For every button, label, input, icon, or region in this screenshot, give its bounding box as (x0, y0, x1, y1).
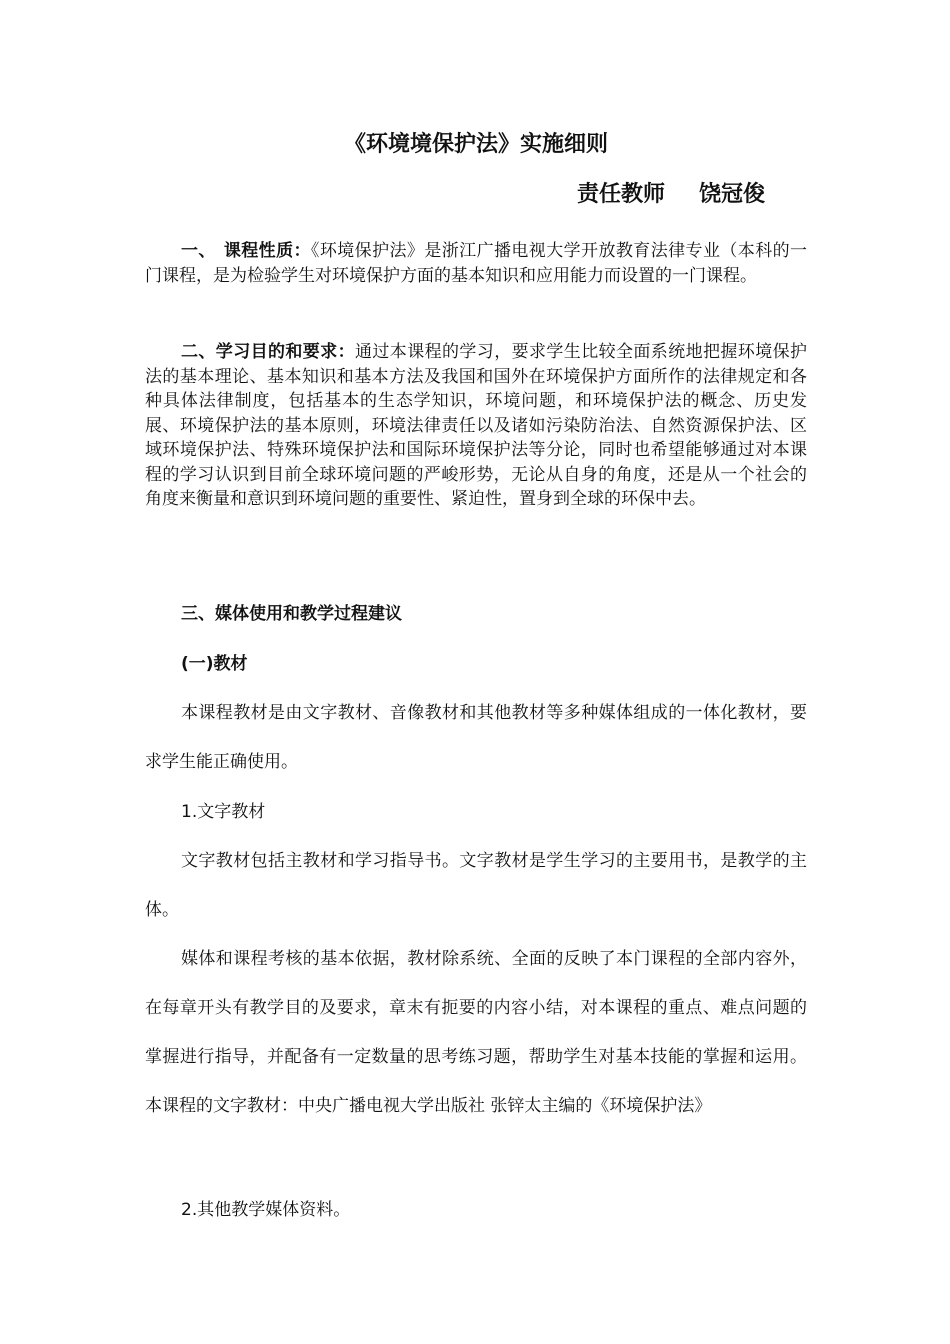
author-label: 责任教师 (577, 182, 666, 207)
section3-para3: 媒体和课程考核的基本依据，教材除系统、全面的反映了本门课程的全部内容外，在每章开头有教学目的及要求，章末有扼要的内容小结，对本课程的重点、难点问题的掌握进行指导，并配备有一定数量的思考练习题，帮助学生对基本技能的掌握和运用。本课程的文字教材：中央广播电视大学出版社 张锌太主编的《环境保护法》 (145, 949, 807, 1116)
section3-heading: 三、媒体使用和教学过程建议 (181, 604, 402, 624)
section-objectives (145, 340, 807, 512)
author-name: 饶冠俊 (699, 182, 766, 207)
section3-item1: 1.文字教材 (181, 802, 266, 822)
section3-sub1-heading: (一)教材 (181, 654, 248, 674)
section1-text: 《环境保护法》是浙江广播电视大学开放教育法律专业（本科的一门课程，是为检验学生对环境保护方面的基本知识和应用能力而设置的一门课程。 (145, 241, 808, 286)
section3-para1: 本课程教材是由文字教材、音像教材和其他教材等多种媒体组成的一体化教材，要求学生能正确使用。 (145, 703, 807, 772)
section3-para2: 文字教材包括主教材和学习指导书。文字教材是学生学习的主要用书，是教学的主体。 (145, 851, 807, 920)
section1-number: 一、 (181, 241, 216, 261)
section-course-nature (145, 239, 807, 288)
section1-heading: 课程性质： (223, 241, 311, 261)
section2-heading: 二、学习目的和要求： (181, 342, 355, 362)
document-title: 《环境境保护法》实施细则 (343, 132, 608, 157)
author-line (577, 177, 765, 208)
document-page (145, 0, 807, 1344)
section1-lead (181, 241, 311, 261)
section3-item2: 2.其他教学媒体资料。 (181, 1200, 351, 1220)
section2-text: 通过本课程的学习，要求学生比较全面系统地把握环境保护法的基本理论、基本知识和基本方法及我国和国外在环境保护方面所作的法律规定和各种具体法律制度，包括基本的生态学知识，环境问题，和环境保护法的概念、历史发展、环境保护法的基本原则，环境法律责任以及诸如污染防治法、自然资源保护法、区域环境保护法、特殊环境保护法和国际环境保护法等分论，同时也希望能够通过对本课程的学习认识到目前全球环境问题的严峻形势，无论从自身的角度，还是从一个社会的角度来衡量和意识到环境问题的重要性、紧迫性，置身到全球的环保中去。 (145, 342, 807, 509)
